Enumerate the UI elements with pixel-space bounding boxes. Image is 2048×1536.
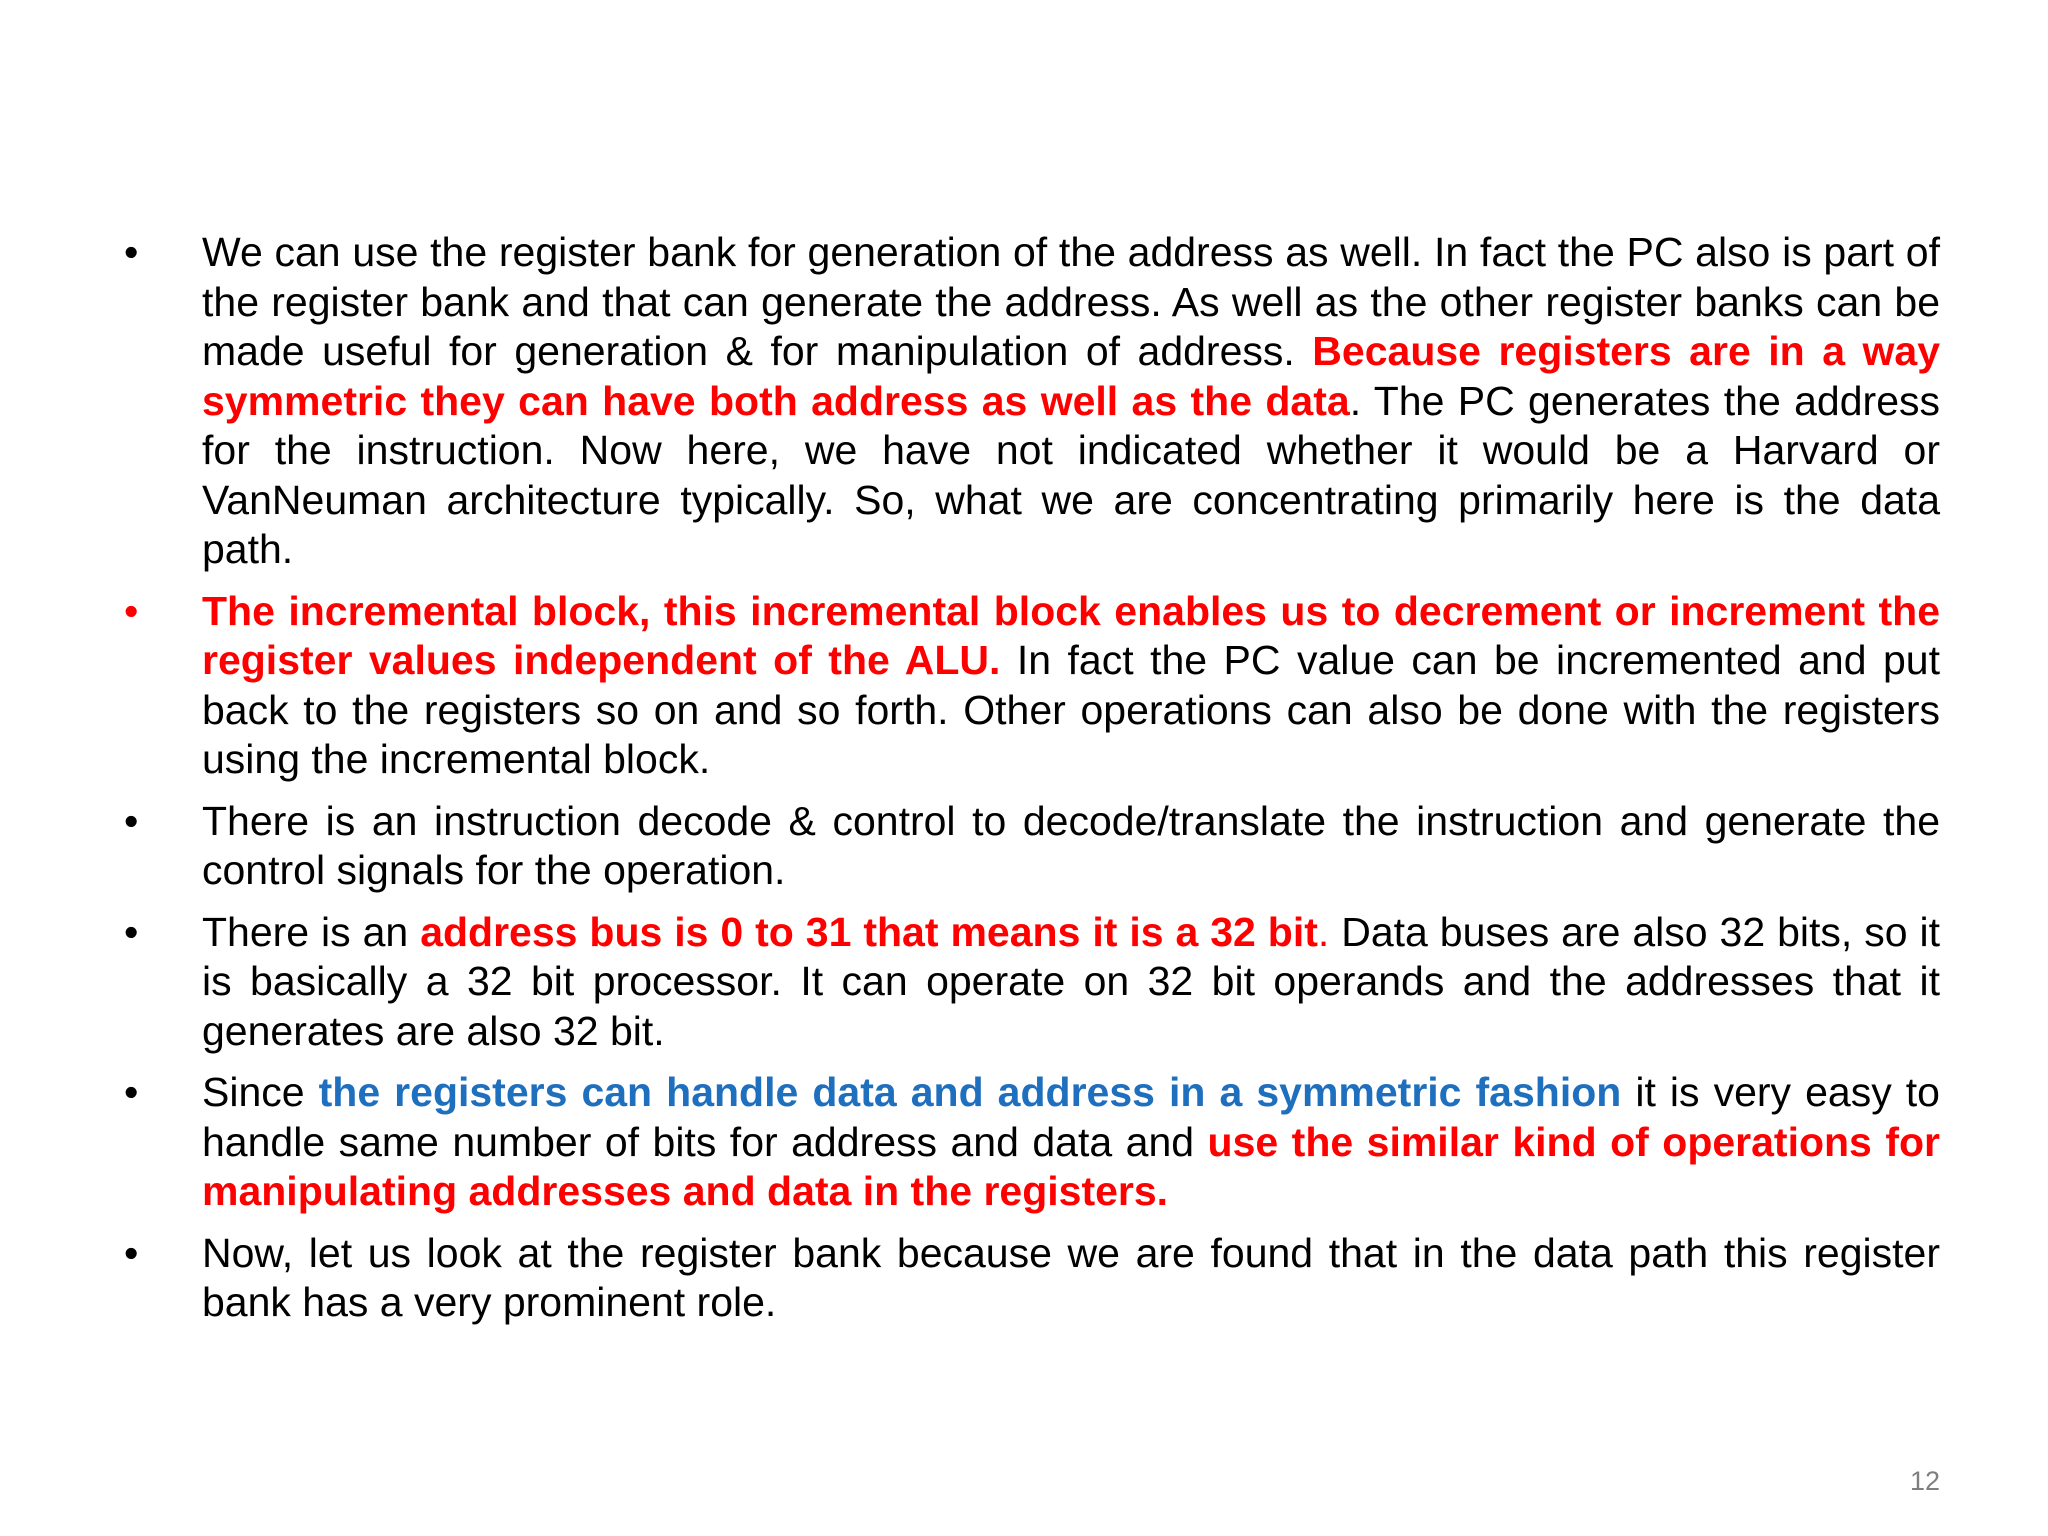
- bullet-dot-icon: •: [124, 1229, 139, 1276]
- bullet-item-2: [118, 587, 1940, 785]
- bullet-5-text: Since: [202, 1069, 319, 1115]
- bullet-item-6: [118, 1229, 1940, 1328]
- bullet-item-1: [118, 228, 1940, 575]
- bullet-4-text-cont: Data buses are also 32 bits, so it is basically a 32 bit processor. It can operate on 32 bit operands and the addresses that it generates are also 32 bit.: [202, 908, 1940, 1054]
- bullet-2-text: In fact the PC value can be incremented and put back to the registers so on and so forth. Other operations can also be done with the registers using the incremental block.: [202, 637, 1940, 782]
- bullet-dot-icon: •: [124, 1069, 139, 1115]
- bullet-3-text: There is an instruction decode & control to decode/translate the instruction and generate the control signals for the operation.: [202, 797, 1940, 893]
- bullet-6-text: Now, let us look at the register bank because we are found that in the data path this register bank has a very prominent role.: [202, 1229, 1940, 1325]
- bullet-dot-icon: •: [124, 797, 139, 844]
- bullet-4-period: .: [1317, 908, 1330, 955]
- bullet-item-4: [118, 908, 1940, 1057]
- bullet-dot-icon: •: [124, 229, 139, 275]
- bullet-1-highlight: Because registers are in a way symmetric they can have both address as well as the data: [202, 328, 1941, 424]
- bullet-4-highlight: address bus is 0 to 31 that means it is a 32 bit: [420, 908, 1318, 955]
- bullet-4-text: There is an: [202, 908, 421, 955]
- bullet-1-text-cont: . The PC generates the address for the instruction. Now here, we have not indicated whether it would be a Harvard or VanNeuman architecture typically. So, what we are concentrating primarily here is the data path.: [202, 377, 1940, 572]
- bullet-5-text-cont: it is very easy to handle same number of bits for address and data and: [202, 1069, 1940, 1165]
- bullet-5-highlight-red: use the similar kind of operations for manipulating addresses and data in the registers.: [202, 1118, 1940, 1214]
- bullet-dot-icon: •: [124, 908, 139, 955]
- bullet-list: [118, 228, 1940, 1340]
- bullet-item-3: [118, 797, 1940, 896]
- bullet-1-text: We can use the register bank for generation of the address as well. In fact the PC also is part of the register bank and that can generate the address. As well as the other register banks can be made useful for generation & for manipulation of address.: [202, 229, 1940, 374]
- bullet-item-5: [118, 1068, 1940, 1217]
- bullet-2-highlight: The incremental block, this incremental block enables us to decrement or increment the register values independent of the ALU.: [202, 587, 1940, 683]
- page-number: 12: [1909, 1466, 1940, 1496]
- bullet-5-highlight-blue: the registers can handle data and address in a symmetric fashion: [318, 1069, 1622, 1115]
- bullet-dot-icon: •: [124, 587, 139, 634]
